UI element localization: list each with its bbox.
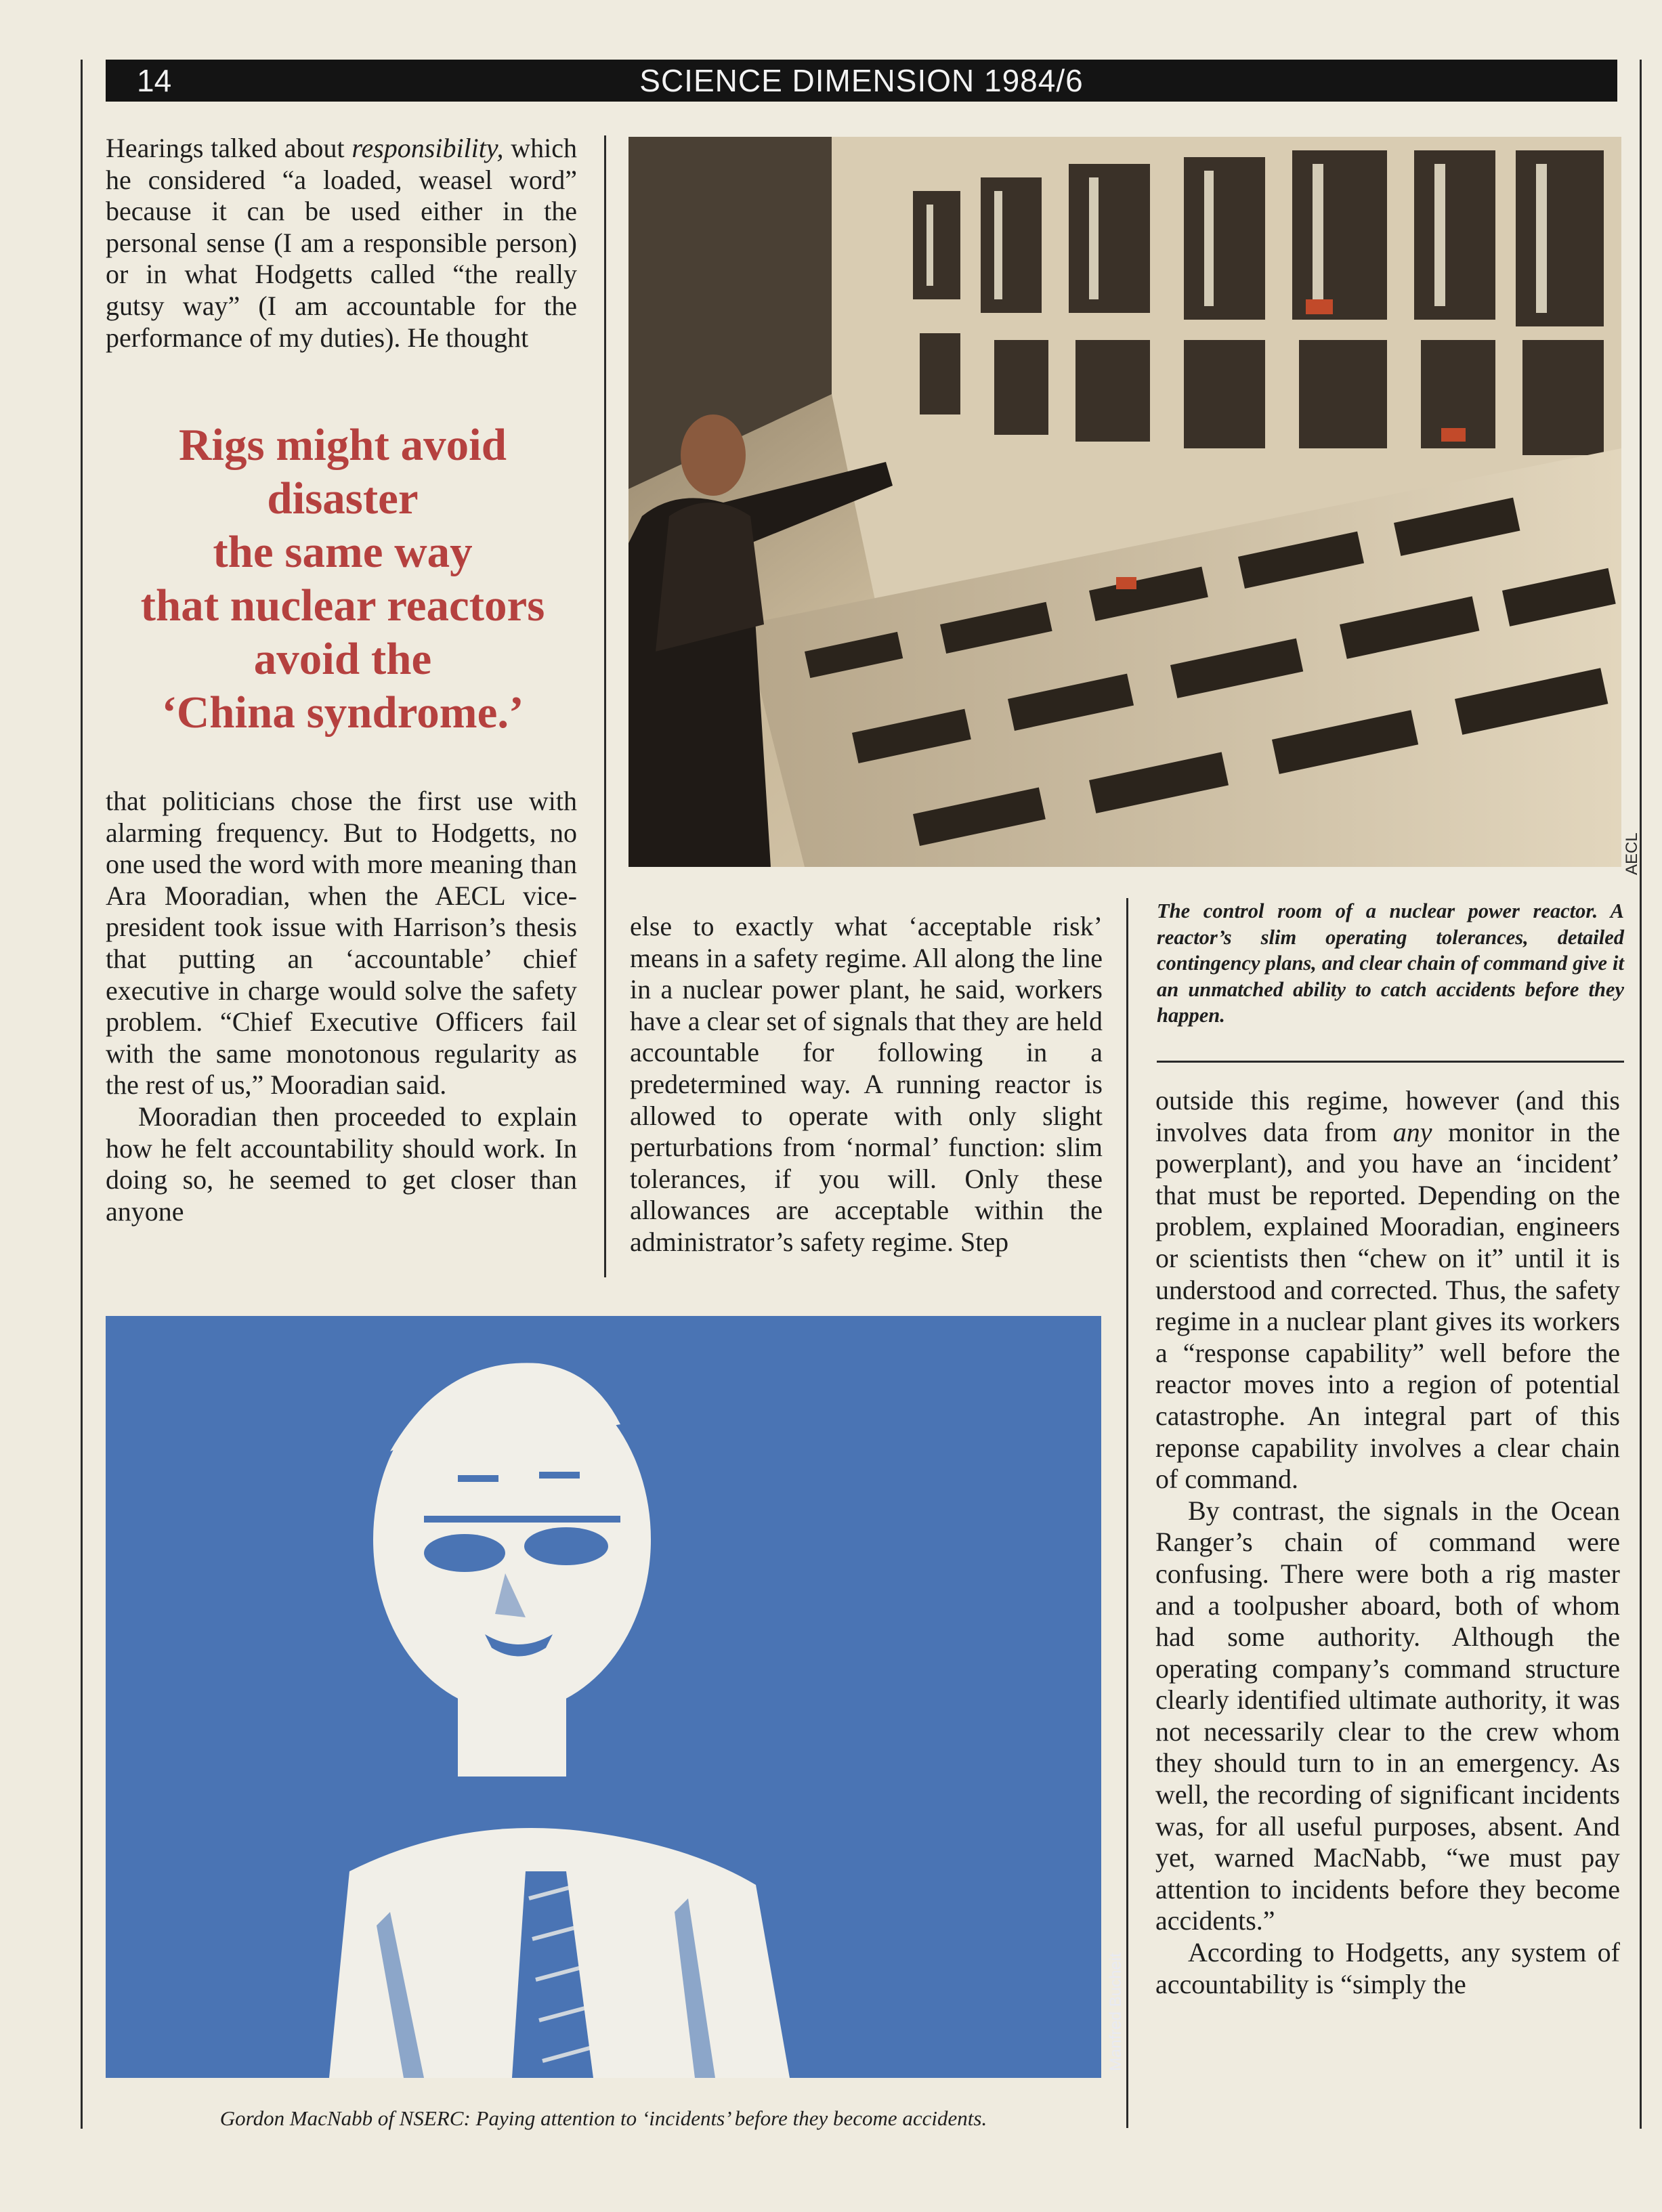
portrait-photo-credit: Manfred Bucheit	[1107, 1953, 1125, 2071]
body-paragraph: else to exactly what ‘acceptable risk’ means in a safety regime. All along the line in a nuclear power plant, he said, workers have a clear set of signals that they are held accountable for following in a predetermined way. A running reactor is allowed to operate with only slight perturbations from ‘normal’ function: slim tolerances, if you will. Only these allowances are acceptable within the administrator’s safety regime. Step	[630, 911, 1103, 1257]
text-run: which he considered “a loaded, weasel word” because it can be used either in the personal sense (I am a responsible person) or in what Hodgetts called “the really gutsy way” (I am accountable for the performance of my duties). He thought	[106, 133, 577, 353]
caption-rule	[1157, 1061, 1624, 1063]
body-paragraph: By contrast, the signals in the Ocean Ranger’s chain of command were confusing. There were both a rig master and a toolpusher aboard, both of whom had some authority. Although the operating company’s command structure clearly identified ultimate authority, it was not necessarily clear to the crew whom they should turn to in an emergency. As well, the recording of significant incidents was, for all useful purposes, absent. And yet, warned MacNabb, “we must pay attention to incidents before they become accidents.”	[1155, 1495, 1620, 1936]
control-room-photo	[628, 137, 1621, 867]
left-margin-rule	[81, 60, 83, 2129]
right-margin-rule	[1640, 60, 1642, 2129]
pull-quote	[106, 419, 580, 740]
left-column-bottom-text	[106, 786, 577, 1227]
italic-term: any	[1392, 1116, 1432, 1147]
italic-term: responsibility,	[351, 133, 504, 163]
text-run: monitor in the powerplant), and you have an ‘incident’ that must be reported. Depending on the problem, explained Mooradian, engineers or scientists then “chew on it” until it is understood and corrected. Thus, the safety regime in a nuclear plant gives its workers a “response capability” well before the reactor moves into a region of potential catastrophe. An integral part of this reponse capability involves a clear chain of command.	[1155, 1116, 1621, 1495]
body-paragraph: Mooradian then proceeded to explain how he felt accountability should work. In doing so, he seemed to get closer than anyone	[106, 1101, 577, 1227]
right-column-text	[1155, 1085, 1620, 2000]
column-divider-left	[604, 135, 606, 1277]
pull-quote-line: disaster	[267, 473, 419, 524]
portrait-caption: Gordon MacNabb of NSERC: Paying attention to ‘incidents’ before they become accidents.	[219, 2106, 987, 2130]
column-divider-right	[1126, 898, 1128, 2128]
left-column-top-text	[106, 133, 577, 354]
pull-quote-line: that nuclear reactors	[140, 580, 545, 631]
portrait-photo	[106, 1316, 1101, 2078]
text-run: outside this regime, however (and this involves data from	[1155, 1085, 1620, 1147]
pull-quote-line: ‘China syndrome.’	[161, 687, 524, 738]
body-paragraph: According to Hodgetts, any system of accountability is “simply the	[1155, 1937, 1620, 1999]
body-paragraph	[1155, 1085, 1620, 1495]
running-header	[106, 60, 1617, 102]
page-number: 14	[137, 63, 172, 98]
pull-quote-line: Rigs might avoid	[179, 420, 507, 470]
body-paragraph: that politicians chose the first use with alarming frequency. But to Hodgetts, no one used the word with more meaning than Ara Mooradian, when the AECL vice-president took issue with Harrison’s thesis that putting an ‘accountable’ chief executive in charge would solve the safety problem. “Chief Executive Officers fail with the same monotonous regularity as the rest of us,” Mooradian said.	[106, 786, 577, 1101]
pull-quote-line: avoid the	[253, 634, 432, 684]
pull-quote-line: the same way	[213, 527, 473, 577]
text-run: Hearings talked about	[106, 133, 352, 163]
middle-column-text	[630, 911, 1103, 1258]
magazine-title: SCIENCE DIMENSION 1984/6	[639, 63, 1084, 98]
control-room-caption: The control room of a nuclear power reactor. A reactor’s slim operating tolerances, detailed contingency plans, and clear chain of command give it an unmatched ability to catch accidents before they happen.	[1157, 899, 1624, 1027]
control-room-photo-credit: AECL	[1623, 832, 1641, 875]
